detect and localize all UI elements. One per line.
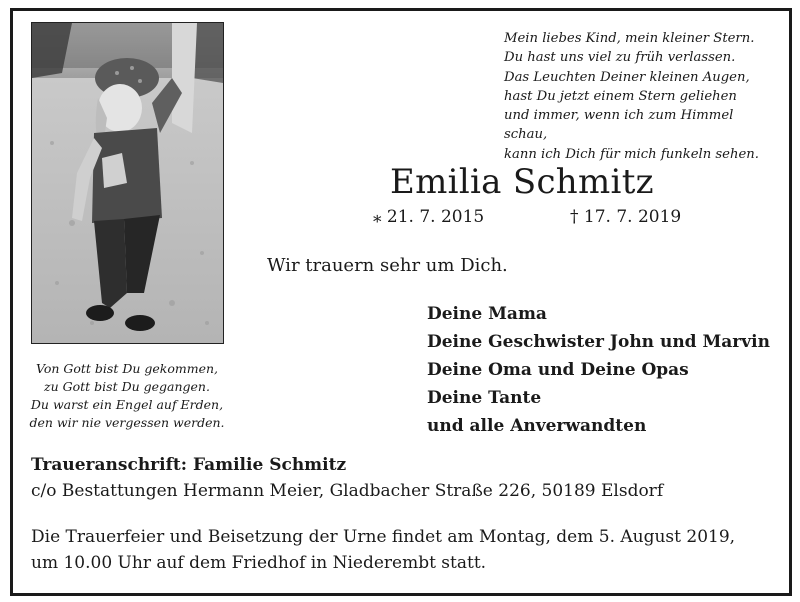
family-member: Deine Mama	[427, 304, 547, 324]
poem	[504, 29, 774, 164]
family-member: und alle Anverwandten	[427, 416, 647, 436]
address: c/o Bestattungen Hermann Meier, Gladbacher Straße 226, 50189 Elsdorf	[31, 481, 664, 501]
poem-line: Mein liebes Kind, mein kleiner Stern.	[504, 31, 755, 46]
photo-verse	[22, 360, 232, 432]
deceased-name: Emilia Schmitz	[390, 162, 654, 202]
poem-line: Du hast uns viel zu früh verlassen.	[504, 50, 736, 66]
ceremony-line: um 10.00 Uhr auf dem Friedhof in Niederembt statt.	[31, 553, 487, 573]
mourning-message: Wir trauern sehr um Dich.	[267, 255, 508, 276]
death-date: † 17. 7. 2019	[570, 207, 682, 227]
family-member: Deine Geschwister John und Marvin	[427, 332, 770, 352]
family-list	[427, 300, 770, 440]
family-member: Deine Oma und Deine Opas	[427, 360, 689, 380]
poem-line: Das Leuchten Deiner kleinen Augen,	[504, 69, 750, 85]
photo-verse-line: Von Gott bist Du gekommen,	[35, 361, 219, 376]
ceremony-line: Die Trauerfeier und Beisetzung der Urne findet am Montag, dem 5. August 2019,	[31, 527, 736, 547]
poem-line: hast Du jetzt einem Stern geliehen	[504, 88, 737, 104]
birth-date: ⁎ 21. 7. 2015	[373, 207, 485, 227]
photo-verse-line: den wir nie vergessen werden.	[29, 415, 225, 430]
address-title: Traueranschrift: Familie Schmitz	[31, 455, 347, 475]
photo-verse-line: zu Gott bist Du gegangen.	[44, 379, 210, 394]
ceremony-info	[31, 524, 786, 576]
poem-line: und immer, wenn ich zum Himmel schau,	[504, 108, 734, 143]
child-photo	[31, 22, 224, 344]
family-member: Deine Tante	[427, 388, 542, 408]
poem-line: kann ich Dich für mich funkeln sehen.	[504, 146, 759, 162]
photo-verse-line: Du warst ein Engel auf Erden,	[30, 397, 224, 412]
